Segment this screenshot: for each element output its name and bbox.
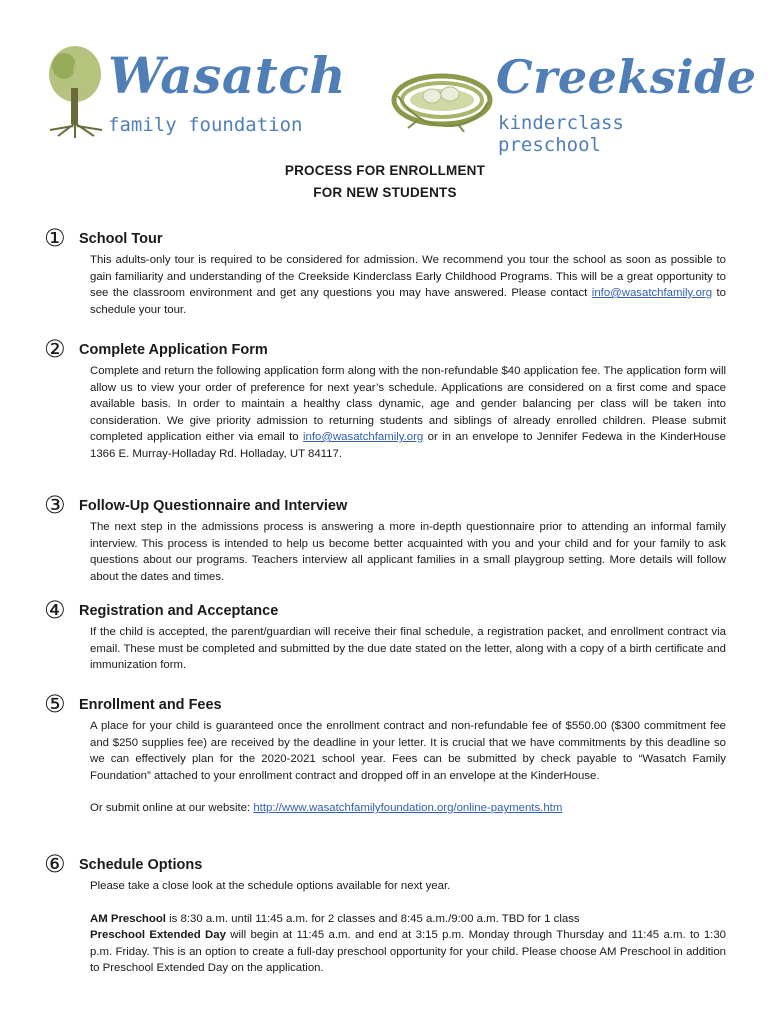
extended-day-label: Preschool Extended Day	[90, 929, 226, 941]
creekside-logo	[388, 50, 757, 156]
email-link[interactable]: info@wasatchfamily.org	[591, 287, 713, 299]
step-number: ①	[44, 224, 66, 252]
wasatch-wordmark: Wasatch	[108, 46, 347, 105]
step-heading: Schedule Options	[79, 857, 203, 873]
title-line-1: PROCESS FOR ENROLLMENT	[284, 163, 486, 178]
step-heading: Enrollment and Fees	[79, 697, 222, 713]
step-body	[90, 878, 726, 977]
body-text: to schedule your tour.	[90, 287, 726, 316]
step-number: ④	[44, 596, 66, 624]
body-text: Please take a close look at the schedule options available for next year.	[90, 880, 451, 892]
step-heading: Complete Application Form	[79, 342, 268, 358]
step-heading: Registration and Acceptance	[79, 603, 279, 619]
step-number: ⑥	[44, 850, 66, 878]
step-heading: Follow-Up Questionnaire and Interview	[79, 498, 348, 514]
step-number: ⑤	[44, 690, 66, 718]
schedule-details	[90, 911, 726, 977]
nest-icon	[388, 56, 496, 132]
payment-link[interactable]: http://www.wasatchfamilyfoundation.org/online-payments.htm	[253, 802, 563, 814]
body-text: Or submit online at our website:	[90, 802, 254, 814]
step-number: ②	[44, 335, 66, 363]
step-number: ③	[44, 491, 66, 519]
step-body: If the child is accepted, the parent/guardian will receive their final schedule, a registration packet, and enrollment contract via email. These must be completed and submitted by the due date stated on the letter, along with a copy of a birth certificate and immunization form.	[90, 626, 726, 671]
body-text: Complete and return the following application form along with the non-refundable $40 application fee. The application form will allow us to view your order of preference for next year’s schedule. Applications are considered on a first come and space available basis. In order to maintain a healthy class dynamic, age and gender balancing per class will be taken into consideration. We give priority admission to returning students and siblings of already enrolled children. Please submit completed application either via email to	[90, 365, 726, 443]
body-text: is 8:30 a.m. until 11:45 a.m. for 2 classes and 8:45 a.m./9:00 a.m. TBD for 1 class	[165, 912, 580, 925]
creekside-subline: kinderclass preschool	[498, 112, 624, 156]
body-text: A place for your child is guaranteed once the enrollment contract and non-refundable fee of $550.00 ($300 commitment fee and $250 supplies fee) are received by the deadline in your letter. It is crucial that we have commitments by this deadline so we can effectively plan for the 2020-2021 school year. Fees can be submitted by check payable to “Wasatch Family Foundation” attached to your enrollment contract and dropped off in an envelope at the KinderHouse.	[90, 720, 726, 782]
body-text: will begin at 11:45 a.m. and end at 3:15 p.m. Monday through Thursday and 11:45 a.m. to 1:30 p.m. Friday. This is an option to create a full-day preschool opportunity for your child. Please choose AM Preschool in addition to Preschool Extended Day on the application.	[90, 929, 726, 974]
step-body: The next step in the admissions process is answering a more in-depth questionnaire prior to attending an informal family interview. This process is intended to help us become better acquainted with you and your child and for your family to ask questions about our programs. Teachers interview all applicant families in a small playgroup setting. More details will follow about the dates and times.	[90, 521, 726, 583]
step-body	[90, 718, 726, 817]
step-heading: School Tour	[79, 231, 163, 247]
page-title	[0, 160, 770, 204]
body-text: or in an envelope to Jennifer Fedewa in the KinderHouse 1366 E. Murray-Holladay Rd. Holladay, UT 84117.	[90, 431, 726, 460]
step-body	[90, 252, 726, 318]
email-link[interactable]: info@wasatchfamily.org	[303, 431, 424, 443]
title-line-2: FOR NEW STUDENTS	[313, 185, 457, 200]
creekside-wordmark: Creekside	[496, 50, 757, 104]
body-text: This adults-only tour is required to be considered for admission. We recommend you tour the school as soon as possible to gain familiarity and understanding of the Creekside Kinderclass Early Childhood Programs. This will be a great opportunity to see the classroom environment and get any questions you may have answered. Please contact	[90, 254, 726, 299]
step-body	[90, 363, 726, 462]
tree-icon	[44, 44, 106, 140]
wasatch-logo	[44, 44, 347, 144]
wasatch-subline: family foundation	[108, 114, 303, 136]
online-payment-line	[90, 800, 726, 817]
am-preschool-label: AM Preschool	[90, 912, 166, 925]
